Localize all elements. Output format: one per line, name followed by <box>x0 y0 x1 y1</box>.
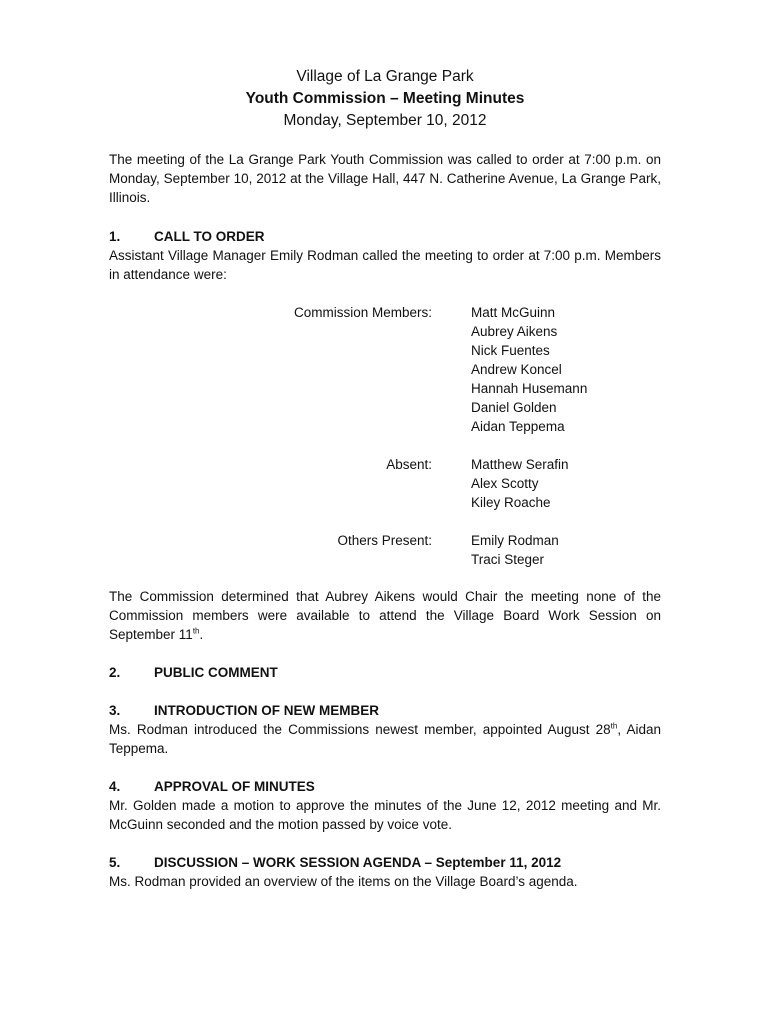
list-item: Matthew Serafin <box>471 457 569 472</box>
section-work-session <box>109 853 661 891</box>
section-title: APPROVAL OF MINUTES <box>154 779 315 794</box>
section-title: DISCUSSION – WORK SESSION AGENDA – September 11, 2012 <box>154 855 562 870</box>
section-body <box>109 720 661 758</box>
section-public-comment <box>109 663 661 682</box>
section-body: Mr. Golden made a motion to approve the minutes of the June 12, 2012 meeting and Mr. McGuinn seconded and the motion passed by voice vote. <box>109 798 661 832</box>
meeting-date: Monday, September 10, 2012 <box>283 112 487 129</box>
document-title: Youth Commission – Meeting Minutes <box>245 90 525 107</box>
section-body: Ms. Rodman provided an overview of the items on the Village Board’s agenda. <box>109 874 578 889</box>
body-text: Ms. Rodman introduced the Commissions newest member, appointed August 28 <box>109 722 611 737</box>
section-heading <box>109 663 661 682</box>
absent-label: Absent: <box>386 457 432 472</box>
section-number: 2. <box>109 665 121 680</box>
section-number: 5. <box>109 855 121 870</box>
members-label: Commission Members: <box>293 305 432 320</box>
org-name: Village of La Grange Park <box>296 68 474 85</box>
others-list <box>471 531 559 569</box>
section-call-to-order <box>109 227 661 284</box>
section-title: PUBLIC COMMENT <box>154 665 278 680</box>
section-minutes <box>109 777 661 834</box>
section-number: 4. <box>109 779 121 794</box>
list-item: Traci Steger <box>471 552 545 567</box>
body-text-end: , Aidan Teppema. <box>109 722 661 756</box>
chair-note <box>109 587 661 644</box>
section-number: 1. <box>109 229 121 244</box>
section-body: Assistant Village Manager Emily Rodman called the meeting to order at 7:00 p.m. Members in attendance were: <box>109 248 661 282</box>
section-title: INTRODUCTION OF NEW MEMBER <box>154 703 379 718</box>
chair-note-text: The Commission determined that Aubrey Aikens would Chair the meeting none of the Commission members were available to attend the Village Board Work Session on September 11 <box>109 589 661 642</box>
list-item: Kiley Roache <box>471 495 551 510</box>
section-new-member <box>109 701 661 758</box>
others-label: Others Present: <box>337 533 432 548</box>
absent-list <box>471 455 569 512</box>
list-item: Nick Fuentes <box>471 343 550 358</box>
list-item: Matt McGuinn <box>471 305 556 320</box>
list-item: Daniel Golden <box>471 400 557 415</box>
list-item: Emily Rodman <box>471 533 559 548</box>
list-item: Andrew Koncel <box>471 362 562 377</box>
section-heading <box>109 777 661 796</box>
intro-paragraph: The meeting of the La Grange Park Youth Commission was called to order at 7:00 p.m. on Monday, September 10, 2012 at the Village Hall, 447 N. Catherine Avenue, La Grange Park, Illinois. <box>109 152 661 205</box>
section-title: CALL TO ORDER <box>154 229 265 244</box>
body-sup: th <box>610 721 618 731</box>
section-heading <box>109 701 661 720</box>
members-list <box>471 303 587 436</box>
list-item: Aubrey Aikens <box>471 324 558 339</box>
section-heading <box>109 853 661 872</box>
document-header <box>0 66 770 132</box>
section-heading <box>109 227 661 246</box>
chair-note-end: . <box>199 627 204 642</box>
list-item: Aidan Teppema <box>471 419 565 434</box>
section-number: 3. <box>109 703 121 718</box>
chair-note-sup: th <box>192 626 200 636</box>
list-item: Alex Scotty <box>471 476 539 491</box>
list-item: Hannah Husemann <box>471 381 588 396</box>
